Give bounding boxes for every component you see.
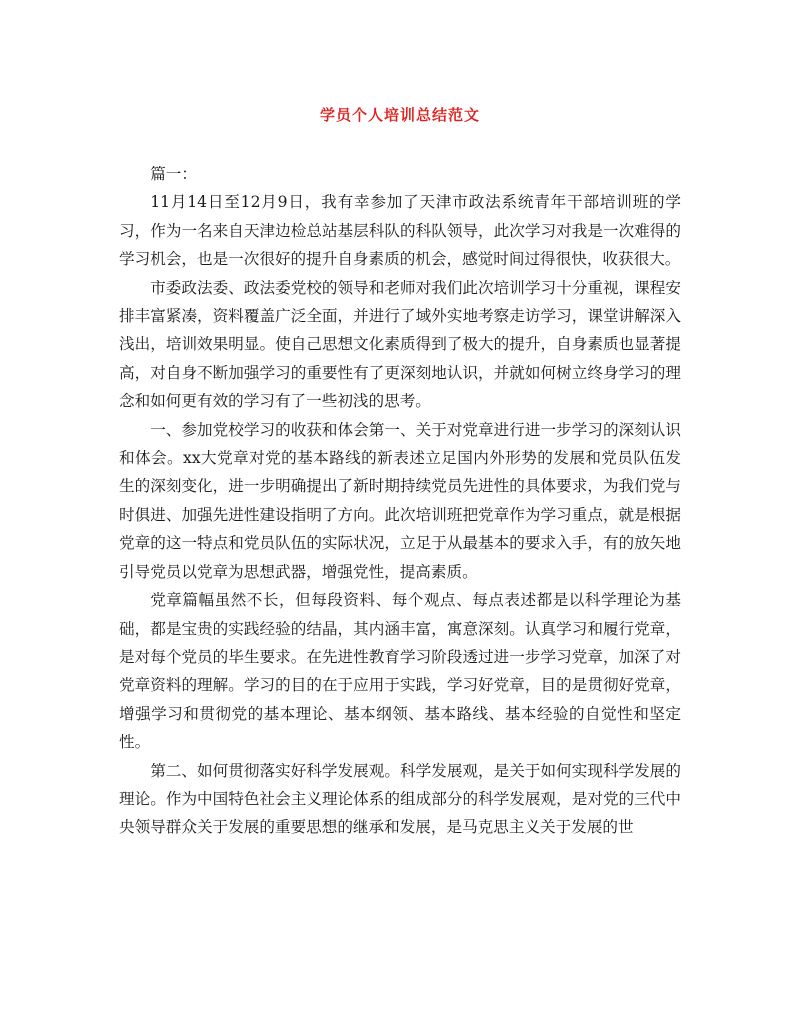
document-title: 学员个人培训总结范文 — [319, 106, 480, 124]
paragraph: 第二、如何贯彻落实好科学发展观。科学发展观，是关于如何实现科学发展的理论。作为中国特色社会主义理论体系的组成部分的科学发展观，是对党的三代中央领导群众关于发展的重要思想的继承和发展，是马克思主义关于发展的世 — [119, 761, 681, 837]
paragraph: 市委政法委、政法委党校的领导和老师对我们此次培训学习十分重视，课程安排丰富紧凑，资料覆盖广泛全面，并进行了域外实地考察走访学习，课堂讲解深入浅出，培训效果明显。使自己思想文化素质得到了极大的提升，自身素质也显著提高，对自身不断加强学习的重要性有了更深刻地认识，并就如何树立终身学习的理念和如何更有效的学习有了一些初浅的思考。 — [119, 278, 681, 411]
paragraph: 11月14日至12月9日，我有幸参加了天津市政法系统青年干部培训班的学习，作为一名来自天津边检总站基层科队的科队领导，此次学习对我是一次难得的学习机会，也是一次很好的提升自身素质的机会，感觉时间过得很快，收获很大。 — [119, 193, 681, 269]
paragraph: 一、参加党校学习的收获和体会第一、关于对党章进行进一步学习的深刻认识和体会。xx大党章对党的基本路线的新表述立足国内外形势的发展和党员队伍发生的深刻变化，进一步明确提出了新时期持续党员先进性的具体要求，为我们党与时俱进、加强先进性建设指明了方向。此次培训班把党章作为学习重点，就是根据党章的这一特点和党员队伍的实际状况，立足于从最基本的要求入手，有的放矢地引导党员以党章为思想武器，增强党性，提高素质。 — [119, 420, 681, 581]
section-label: 篇一： — [150, 165, 197, 183]
document-body — [119, 160, 681, 842]
paragraph: 党章篇幅虽然不长，但每段资料、每个观点、每点表述都是以科学理论为基础，都是宝贵的实践经验的结晶，其内涵丰富，寓意深刻。认真学习和履行党章，是对每个党员的毕生要求。在先进性教育学习阶段透过进一步学习党章，加深了对党章资料的理解。学习的目的在于应用于实践，学习好党章，目的是贯彻好党章，增强学习和贯彻党的基本理论、基本纲领、基本路线、基本经验的自觉性和坚定性。 — [119, 591, 681, 752]
